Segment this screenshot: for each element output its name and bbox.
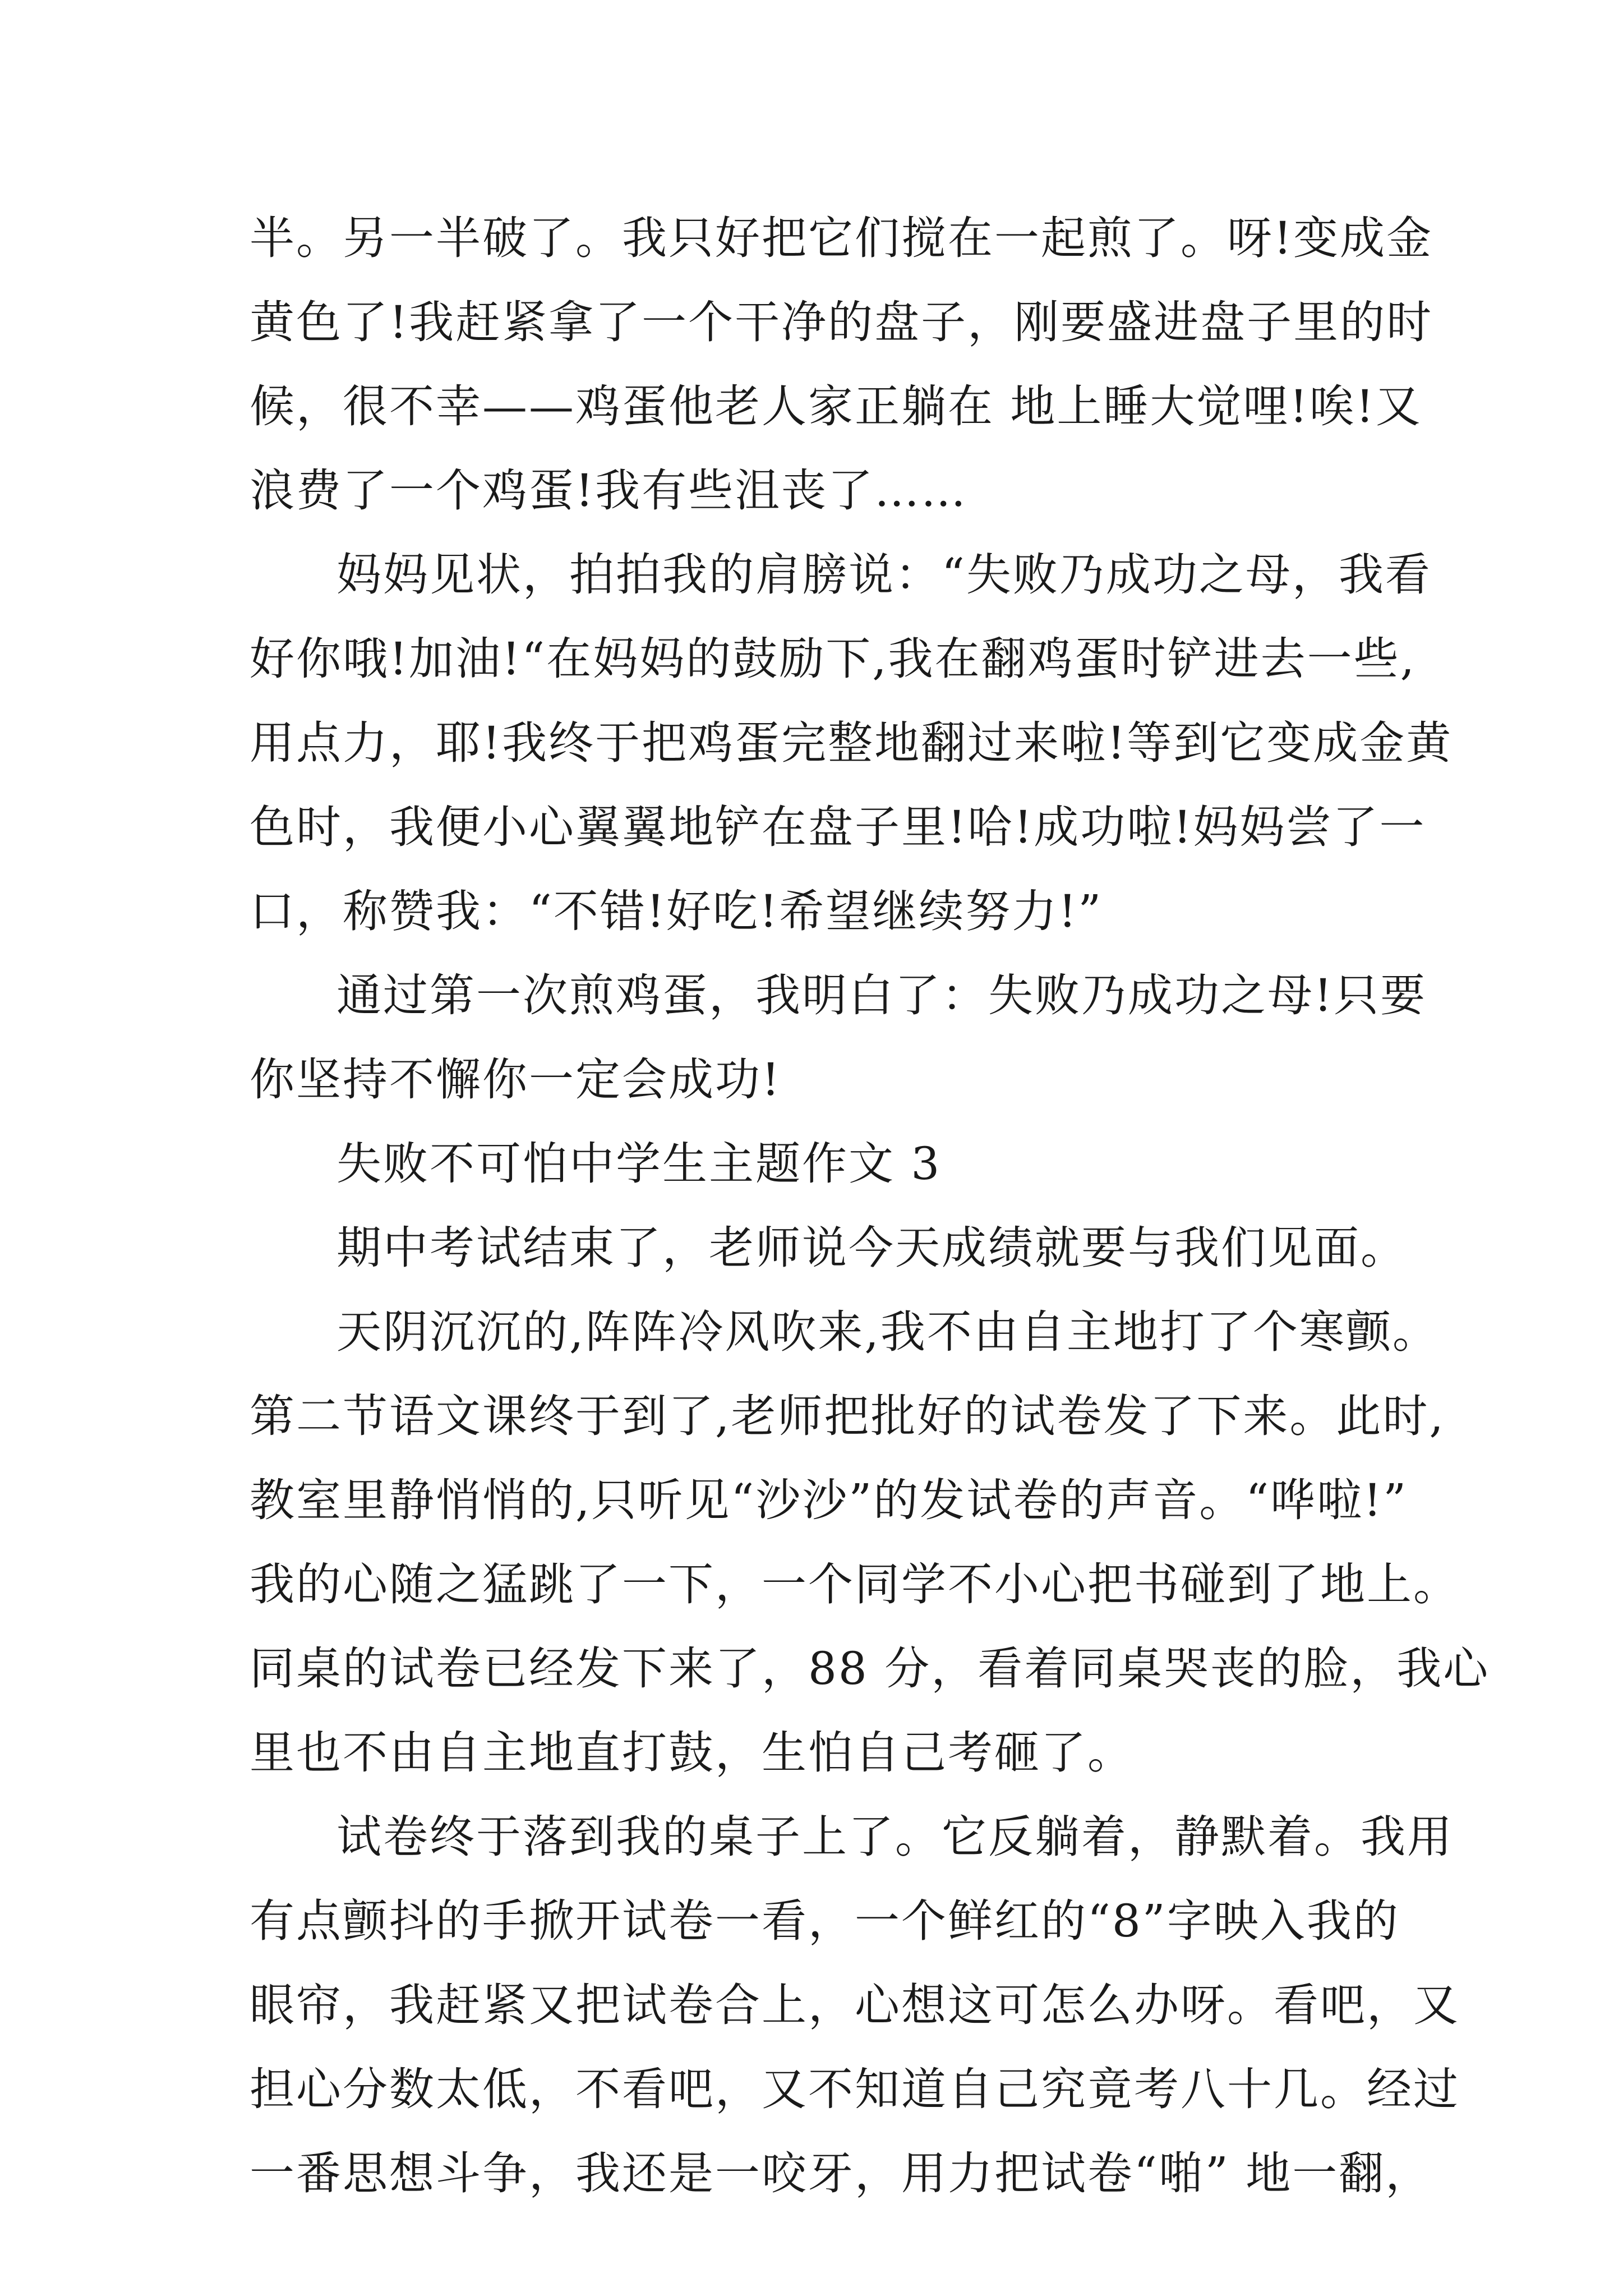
text-line: 有点颤抖的手掀开试卷一看，一个鲜红的“8”字映入我的 xyxy=(250,1895,1400,1947)
text-line: 教室里静悄悄的,只听见“沙沙”的发试卷的声音。“哗啦!” xyxy=(250,1474,1408,1526)
text-line: 半。另一半破了。我只好把它们搅在一起煎了。呀!变成金 xyxy=(250,212,1433,264)
paragraph-first-line: 天阴沉沉的,阵阵冷风吹来,我不由自主地打了个寒颤。 xyxy=(336,1306,1439,1358)
paragraph-first-line: 妈妈见状，拍拍我的肩膀说：“失败乃成功之母，我看 xyxy=(336,549,1432,601)
text-line: 浪费了一个鸡蛋!我有些沮丧了…… xyxy=(250,464,968,517)
text-line: 色时，我便小心翼翼地铲在盘子里!哈!成功啦!妈妈尝了一 xyxy=(250,801,1426,853)
text-line: 候，很不幸——鸡蛋他老人家正躺在 地上睡大觉哩!唉!又 xyxy=(250,380,1422,432)
text-line: 黄色了!我赶紧拿了一个干净的盘子，刚要盛进盘子里的时 xyxy=(250,296,1433,348)
text-line: 一番思想斗争，我还是一咬牙，用力把试卷“啪” 地一翻， xyxy=(250,2147,1432,2200)
paragraph-first-line: 通过第一次煎鸡蛋，我明白了：失败乃成功之母!只要 xyxy=(336,969,1427,1022)
text-line: 担心分数太低，不看吧，又不知道自己究竟考八十几。经过 xyxy=(250,2063,1460,2115)
text-line: 里也不由自主地直打鼓，生怕自己考砸了。 xyxy=(250,1727,1134,1779)
text-line: 口，称赞我：“不错!好吃!希望继续努力!” xyxy=(250,885,1103,937)
text-line: 眼帘，我赶紧又把试卷合上，心想这可怎么办呀。看吧，又 xyxy=(250,1979,1460,2031)
text-line: 你坚持不懈你一定会成功! xyxy=(250,1053,782,1106)
text-line: 我的心随之猛跳了一下，一个同学不小心把书碰到了地上。 xyxy=(250,1558,1460,1611)
paragraph-first-line: 期中考试结束了，老师说今天成绩就要与我们见面。 xyxy=(336,1222,1407,1274)
paragraph-first-line: 试卷终于落到我的桌子上了。它反躺着，静默着。我用 xyxy=(336,1811,1454,1863)
text-line: 好你哦!加油!“在妈妈的鼓励下,我在翻鸡蛋时铲进去一些, xyxy=(250,633,1417,685)
text-line: 第二节语文课终于到了,老师把批好的试卷发了下来。此时, xyxy=(250,1390,1445,1442)
section-title: 失败不可怕中学生主题作文 3 xyxy=(336,1138,942,1190)
text-line: 用点力，耶!我终于把鸡蛋完整地翻过来啦!等到它变成金黄 xyxy=(250,717,1453,769)
text-line: 同桌的试卷已经发下来了，88 分，看着同桌哭丧的脸，我心 xyxy=(250,1642,1490,1695)
